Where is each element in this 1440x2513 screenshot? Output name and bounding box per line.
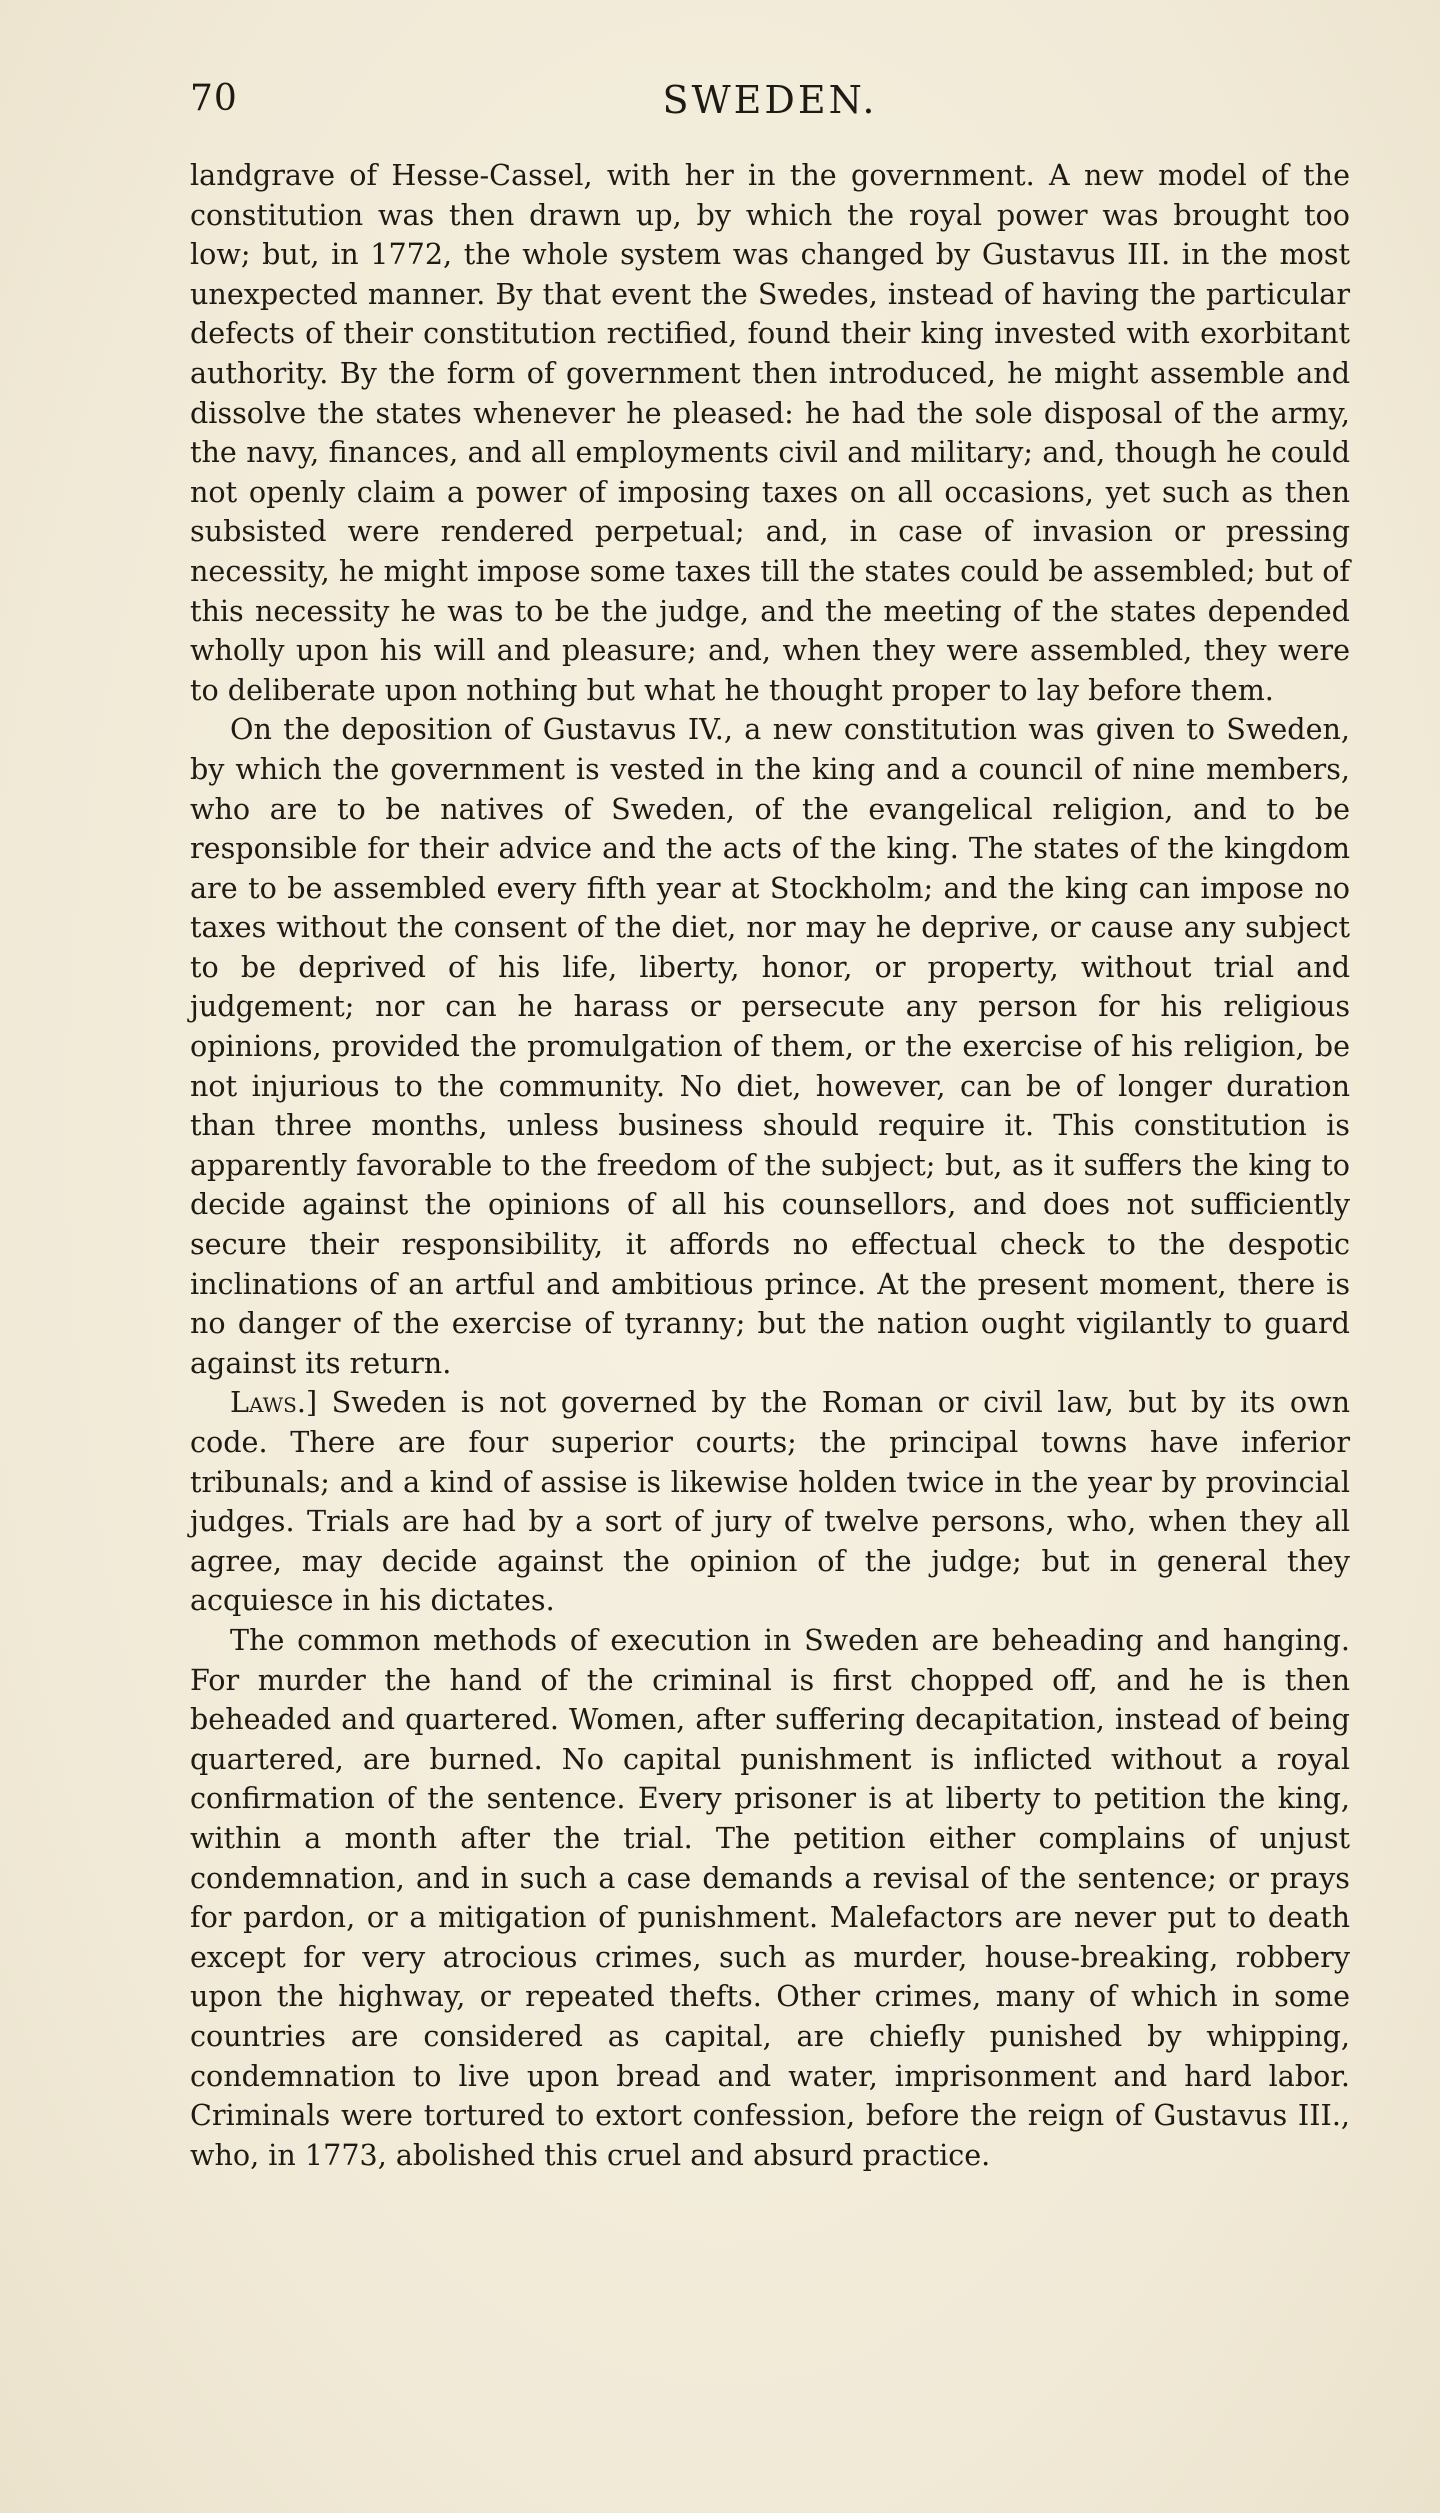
paragraph-execution: The common methods of execution in Sweden are beheading and hanging. For murder the hand of the criminal is first chopped off, and he is then beheaded and quartered. Women, after suffering decapitation, instead of being quartered, are burned. No capital punishment is inflicted without a royal confirmation of the sentence. Every prisoner is at liberty to petition the king, within a month after the trial. The petition either complains of unjust condemnation, and in such a case demands a revisal of the sentence; or prays for pardon, or a mitigation of punishment. Malefactors are never put to death except for very atrocious crimes, such as murder, house-breaking, robbery upon the highway, or repeated thefts. Other crimes, many of which in some countries are considered as capital, are chiefly punished by whipping, condemnation to live upon bread and water, imprisonment and hard labor. Criminals were tortured to extort confession, before the reign of Gustavus III., who, in 1773, abolished this cruel and absurd practice. xyxy=(190,1622,1350,2172)
paragraph-laws xyxy=(190,1383,1350,1621)
section-lead-laws: Laws.] xyxy=(230,1385,318,1420)
running-head: SWEDEN. xyxy=(662,78,878,122)
paragraph-constitution-1772: landgrave of Hesse-Cassel, with her in the government. A new model of the constitution was then drawn up, by which the royal power was brought too low; but, in 1772, the whole system was changed by Gustavus III. in the most unexpected manner. By that event the Swedes, instead of having the particular defects of their constitution rectified, found their king invested with exorbitant authority. By the form of government then introduced, he might assemble and dissolve the states whenever he pleased: he had the sole disposal of the army, the navy, finances, and all employments civil and military; and, though he could not openly claim a power of imposing taxes on all occasions, yet such as then subsisted were rendered perpetual; and, in case of invasion or pressing necessity, he might impose some taxes till the states could be assembled; but of this necessity he was to be the judge, and the meeting of the states depended wholly upon his will and pleasure; and, when they were assembled, they were to deliberate upon nothing but what he thought proper to lay before them. xyxy=(190,158,1350,707)
body-text xyxy=(190,156,1350,2175)
paragraph-laws-text: Sweden is not governed by the Roman or civil law, but by its own code. There are four superior courts; the principal towns have inferior tribunals; and a kind of assise is likewise holden twice in the year by provincial judges. Trials are had by a sort of jury of twelve persons, who, when they all agree, may decide against the opinion of the judge; but in general they acquiesce in his dictates. xyxy=(190,1385,1350,1618)
page-header xyxy=(190,78,1350,138)
page-number: 70 xyxy=(190,78,238,119)
paragraph-new-constitution: On the deposition of Gustavus IV., a new constitution was given to Sweden, by which the government is vested in the king and a council of nine members, who are to be natives of Sweden, of the evangelical religion, and to be responsible for their advice and the acts of the king. The states of the kingdom are to be assembled every fifth year at Stockholm; and the king can impose no taxes without the consent of the diet, nor may he deprive, or cause any subject to be deprived of his life, liberty, honor, or property, without trial and judgement; nor can he harass or persecute any person for his religious opinions, provided the promulgation of them, or the exercise of his religion, be not injurious to the community. No diet, however, can be of longer duration than three months, unless business should require it. This constitution is apparently favorable to the freedom of the subject; but, as it suffers the king to decide against the opinions of all his counsellors, and does not sufficiently secure their responsibility, it affords no effectual check to the despotic inclinations of an artful and ambitious prince. At the present moment, there is no danger of the exercise of tyranny; but the nation ought vigilantly to guard against its return. xyxy=(190,712,1350,1380)
